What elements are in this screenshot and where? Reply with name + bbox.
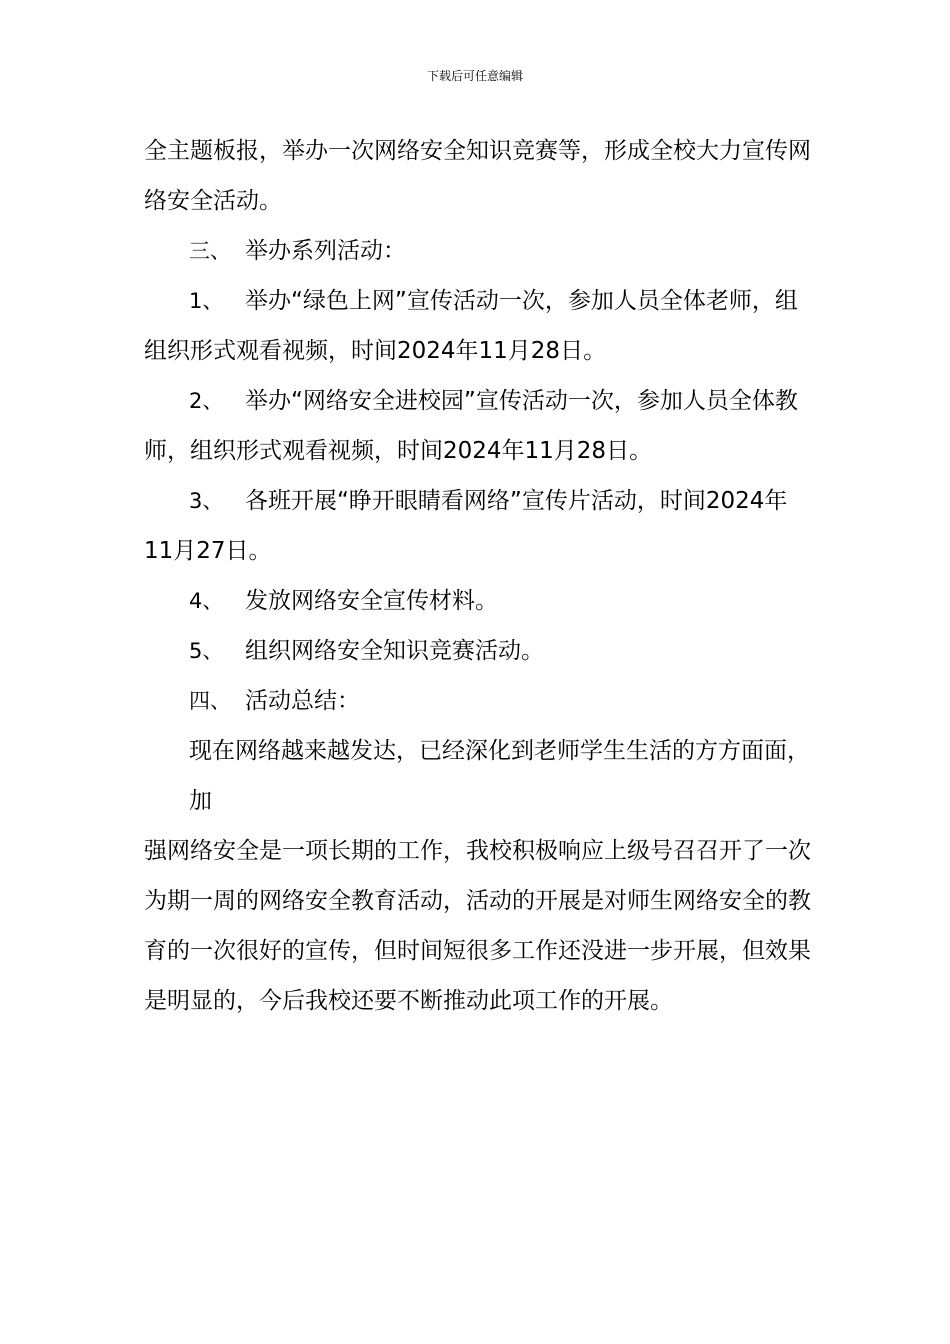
list-item-number: 4、 [189,589,224,613]
paragraph-line: 为期一周的网络安全教育活动，活动的开展是对师生网络安全的教 [144,888,811,914]
paragraph-line: 是明显的，今后我校还要不断推动此项工作的开展。 [144,988,673,1014]
paragraph-line: 络安全活动。 [144,188,282,214]
paragraph-line: 组织形式观看视频，时间2024年11月28日。 [144,338,607,364]
paragraph-line: 全主题板报，举办一次网络安全知识竞赛等，形成全校大力宣传网 [144,138,811,164]
list-item-text: 组织网络安全知识竞赛活动。 [245,638,544,664]
section-number: 四、 [189,689,231,713]
section-heading: 活动总结： [245,688,360,714]
list-item-number: 1、 [189,289,224,313]
header-note: 下载后可任意编辑 [426,69,523,83]
paragraph-line: 现在网络越来越发达，已经深化到老师学生生活的方方面面， [189,738,810,764]
list-item-number: 2、 [189,389,224,413]
paragraph-line: 11月27日。 [144,538,272,564]
list-item-text: 发放网络安全宣传材料。 [245,588,498,614]
paragraph-line: 师，组织形式观看视频，时间2024年11月28日。 [144,438,653,464]
list-item-text: 各班开展“睁开眼睛看网络”宣传片活动，时间2024年 [245,488,788,514]
list-item-number: 3、 [189,489,224,513]
paragraph-line: 强网络安全是一项长期的工作，我校积极响应上级号召召开了一次 [144,838,811,864]
list-item-number: 5、 [189,639,224,663]
list-item-text: 举办“网络安全进校园”宣传活动一次，参加人员全体教 [245,388,798,414]
paragraph-line: 加 [189,788,212,814]
section-heading: 举办系列活动： [245,238,406,264]
section-number: 三、 [189,239,231,263]
list-item-text: 举办“绿色上网”宣传活动一次，参加人员全体老师，组 [245,288,798,314]
paragraph-line: 育的一次很好的宣传，但时间短很多工作还没进一步开展，但效果 [144,938,811,964]
